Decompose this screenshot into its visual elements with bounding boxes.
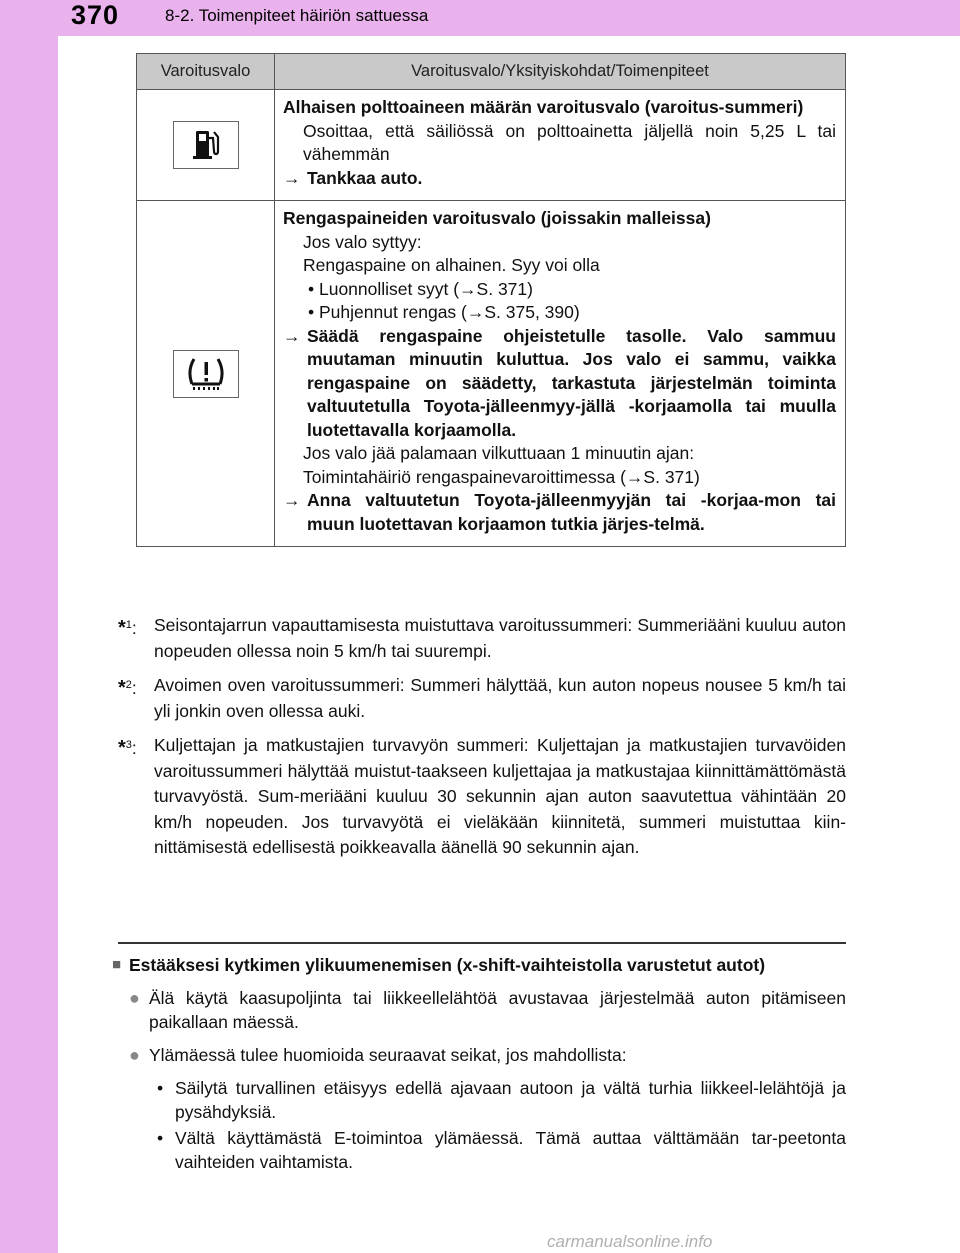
fuel-warning-title: Alhaisen polttoaineen määrän varoitusvalo (varoitus-summeri) [283,97,804,117]
fuel-warning-description [275,90,846,201]
fuel-icon [173,121,239,169]
section-title: 8-2. Toimenpiteet häiriön sattuessa [165,6,429,25]
column-header-details: Varoitusvalo/Yksityiskohdat/Toimenpiteet [275,54,846,90]
arrow-icon: → [283,490,301,510]
reference-link[interactable]: • Luonnolliset syyt (→S. 371) [308,278,533,299]
tire-pressure-description: Rengaspaineiden varoitusvalo (joissakin malleissa) Jos valo syttyy: Rengaspaine on alhainen. Syy voi olla • Luonnolliset syyt (→S. 371) • Puhjennut rengas (→S. 375, 390) → Säädä rengaspaine ohjeistetulle tasolle. Valo sammuu muutaman minuutin kuluttua. Jos valo ei sammu, vaikka rengaspaine on säädetty, tarkastuta järjestelmän toiminta valtuutetulla Toyota-jälleenmyy-jällä -korjaamolla tai muulla luotettavalla korjaamolla. Jos valo jää palamaan vilkuttuaan 1 minuutin ajan: Toimintahäiriö rengaspainevaroittimessa (→S. 371) → Anna valtuutetun Toyota-jälleenmyyjän tai -korjaa-mon tai muun luotettavan korjaamon tutkia järjes-telmä. [275,201,846,547]
page-number: 370 [71,0,120,30]
reference-link[interactable]: Toimintahäiriö rengaspainevaroittimessa (→S. 371) [303,466,700,487]
arrow-icon: → [283,167,301,188]
footnote: *$^2$: Avoimen oven varoitussummeri: Summeri hälyttää, kun auton nopeus nousee 5 km/h tai yli jonkin oven ollessa auki. [118,675,846,721]
tire-warning-action-1: Säädä rengaspaine ohjeistetulle tasolle. Valo sammuu muutaman minuutin kuluttua. Jos valo ei sammu, vaikka rengaspaine on säädetty, tarkastuta järjestelmän toiminta valtuutetulla Toyota-jälleenmyy-jällä -korjaamolla tai muulla luotettavalla korjaamolla. [307,325,836,440]
table-row [137,201,846,547]
footnote: *$^3$: Kuljettajan ja matkustajien turvavyön summeri: Kuljettajan ja matkustajien turvavöiden varoitussummeri hälyttää muistut-taakseen kuljettajaa ja matkustajaa kiinnittämättömästä turvavyöstä. Sum-meriääni kuuluu 30 sekunnin ajan auton saavutettua vähintään 20 km/h nopeuden. Jos turvavyötä ei vieläkään kiinnitetä, summeri muistuttaa kiin-nittämisestä edellisestä poikkeavalla äänellä 90 sekunnin ajan. [118,735,846,857]
dot-bullet-icon: ● [129,1045,140,1065]
tire-pressure-icon [173,350,239,398]
dot-bullet-icon: ● [129,988,140,1008]
warning-light-table [136,53,846,547]
reference-link[interactable]: • Puhjennut rengas (→S. 375, 390) [308,302,580,322]
table-header-row [137,54,846,90]
square-bullet-icon: ■ [112,956,122,973]
footnote: *$^1$: Seisontajarrun vapauttamisesta muistuttava varoitussummeri: Summeriääni kuuluu auton nopeuden ollessa noin 5 km/h tai suurempi. [118,615,846,661]
list-item: • Vältä käyttämästä E-toimintoa ylämäessä. Tämä auttaa välttämään tar-peetonta vaihteiden vaihtamista. [157,1128,846,1172]
list-item: • Säilytä turvallinen etäisyys edellä ajavaan autoon ja vältä turhia liikkeel-lelähtöjä ja pysähdyksiä. [157,1078,846,1122]
footnotes [118,613,846,870]
column-header-light: Varoitusvalo [137,54,275,90]
page-sidebar [0,0,58,1253]
fuel-warning-detail: Osoittaa, että säiliössä on polttoainetta jäljellä noin 5,25 L tai vähemmän [303,120,836,164]
list-item: ● Älä käytä kaasupoljinta tai liikkeellelähtöä avustavaa järjestelmää auton pitämiseen paikallaan mäessä. [129,988,846,1032]
list-item: ● Ylämäessä tulee huomioida seuraavat seikat, jos mahdollista: [129,1045,627,1065]
watermark: carmanualsonline.info [547,1232,713,1251]
clutch-tips [112,953,846,1174]
tips-heading: Estääksesi kytkimen ylikuumenemisen (x-shift-vaihteistolla varustetut autot) [129,955,766,975]
tire-warning-action-2: Anna valtuutetun Toyota-jälleenmyyjän tai -korjaa-mon tai muun luotettavan korjaamon tutkia järjes-telmä. [307,490,836,534]
fuel-warning-action: Tankkaa auto. [307,167,423,188]
header-divider [58,36,960,38]
section-divider [118,942,846,944]
tire-warning-title: Rengaspaineiden varoitusvalo (joissakin malleissa) [283,208,711,228]
arrow-icon: → [283,325,301,346]
table-row [137,90,846,201]
